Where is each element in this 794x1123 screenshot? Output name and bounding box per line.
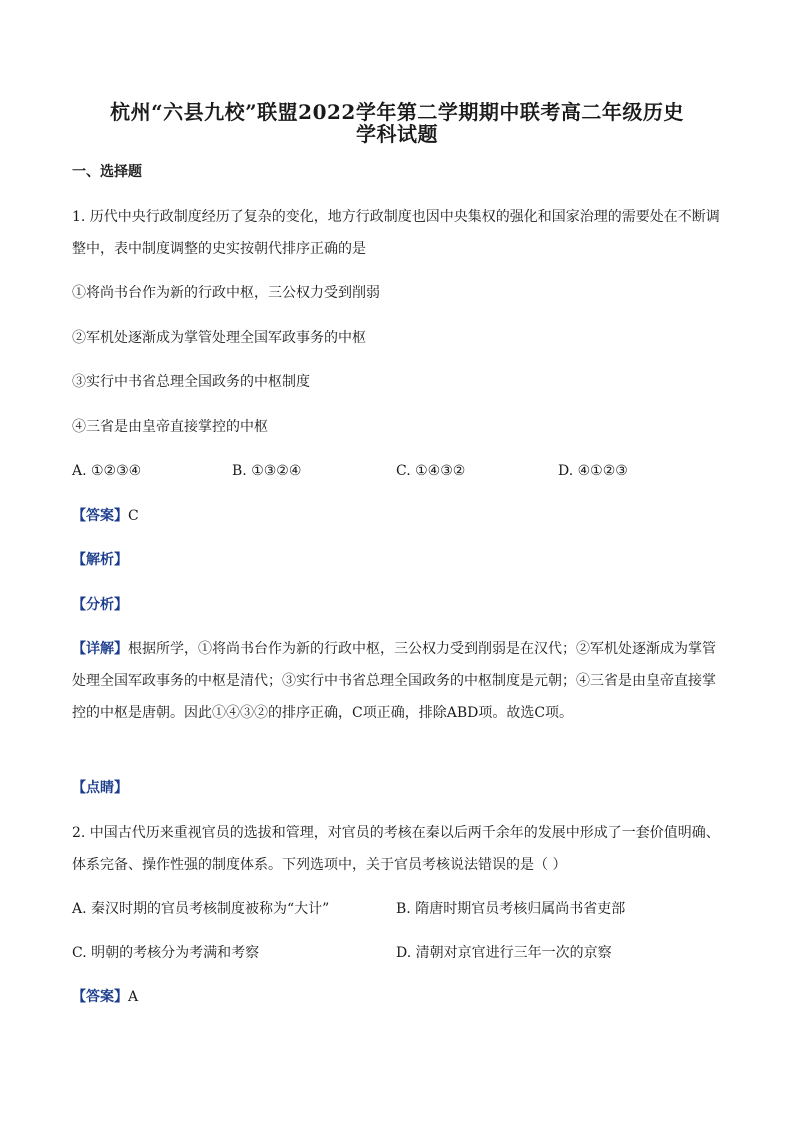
section-heading: 一、选择题 — [72, 164, 142, 180]
q1-item-2: ②军机处逐渐成为掌管处理全国军政事务的中枢 — [72, 330, 366, 346]
q1-detail-line2: 处理全国军政事务的中枢是清代；③实行中书省总理全国政务的中枢制度是元朝；④三省是由皇帝直接掌 — [72, 673, 716, 689]
q1-analysis-heading — [72, 550, 128, 570]
q1-stem-line2: 整中，表中制度调整的史实按朝代排序正确的是 — [72, 241, 366, 257]
q2-option-d: D. 清朝对京官进行三年一次的京察 — [396, 945, 612, 961]
q1-item-4: ④三省是由皇帝直接掌控的中枢 — [72, 419, 268, 435]
q1-dianjing-tag: 【点睛】 — [72, 780, 128, 796]
q2-option-b: B. 隋唐时期官员考核归属尚书省吏部 — [396, 901, 626, 917]
q1-fenxi-tag: 【分析】 — [72, 597, 128, 613]
q1-detail-line1 — [72, 639, 716, 659]
q2-answer-tag: 【答案】 — [72, 989, 128, 1005]
q1-option-d: D. ④①②③ — [558, 463, 628, 479]
q1-detail-line3: 控的中枢是唐朝。因此①④③②的排序正确，C项正确，排除ABD项。故选C项。 — [72, 705, 574, 721]
q1-answer-tag: 【答案】 — [72, 508, 128, 524]
q2-option-a: A. 秦汉时期的官员考核制度被称为“大计” — [72, 901, 330, 917]
q1-answer-value: C — [128, 508, 139, 524]
q1-item-1: ①将尚书台作为新的行政中枢，三公权力受到削弱 — [72, 285, 380, 301]
q1-stem-line1: 1. 历代中央行政制度经历了复杂的变化，地方行政制度也因中央集权的强化和国家治理的需要处在不断调 — [72, 209, 720, 225]
q1-detail-tag: 【详解】 — [72, 641, 128, 657]
q1-option-c: C. ①④③② — [396, 463, 466, 479]
q2-stem-line2: 体系完备、操作性强的制度体系。下列选项中，关于官员考核说法错误的是（ ） — [72, 857, 567, 873]
q1-item-3: ③实行中书省总理全国政务的中枢制度 — [72, 374, 310, 390]
q1-fenxi-heading — [72, 595, 128, 615]
q1-detail-text1: 根据所学，①将尚书台作为新的行政中枢，三公权力受到削弱是在汉代；②军机处逐渐成为掌管 — [128, 641, 716, 657]
q2-stem-line1: 2. 中国古代历来重视官员的选拔和管理，对官员的考核在秦以后两千余年的发展中形成了一套价值明确、 — [72, 825, 720, 841]
q1-dianjing-heading — [72, 778, 128, 798]
q1-option-b: B. ①③②④ — [232, 463, 302, 479]
doc-title-line1: 杭州“六县九校”联盟2022学年第二学期期中联考高二年级历史 — [110, 100, 684, 124]
q1-answer — [72, 506, 139, 526]
q2-answer-value: A — [128, 989, 139, 1005]
q2-option-c: C. 明朝的考核分为考满和考察 — [72, 945, 260, 961]
q1-option-a: A. ①②③④ — [72, 463, 142, 479]
q1-analysis-tag: 【解析】 — [72, 552, 128, 568]
doc-title-line2: 学科试题 — [356, 122, 438, 146]
q2-answer — [72, 987, 138, 1007]
